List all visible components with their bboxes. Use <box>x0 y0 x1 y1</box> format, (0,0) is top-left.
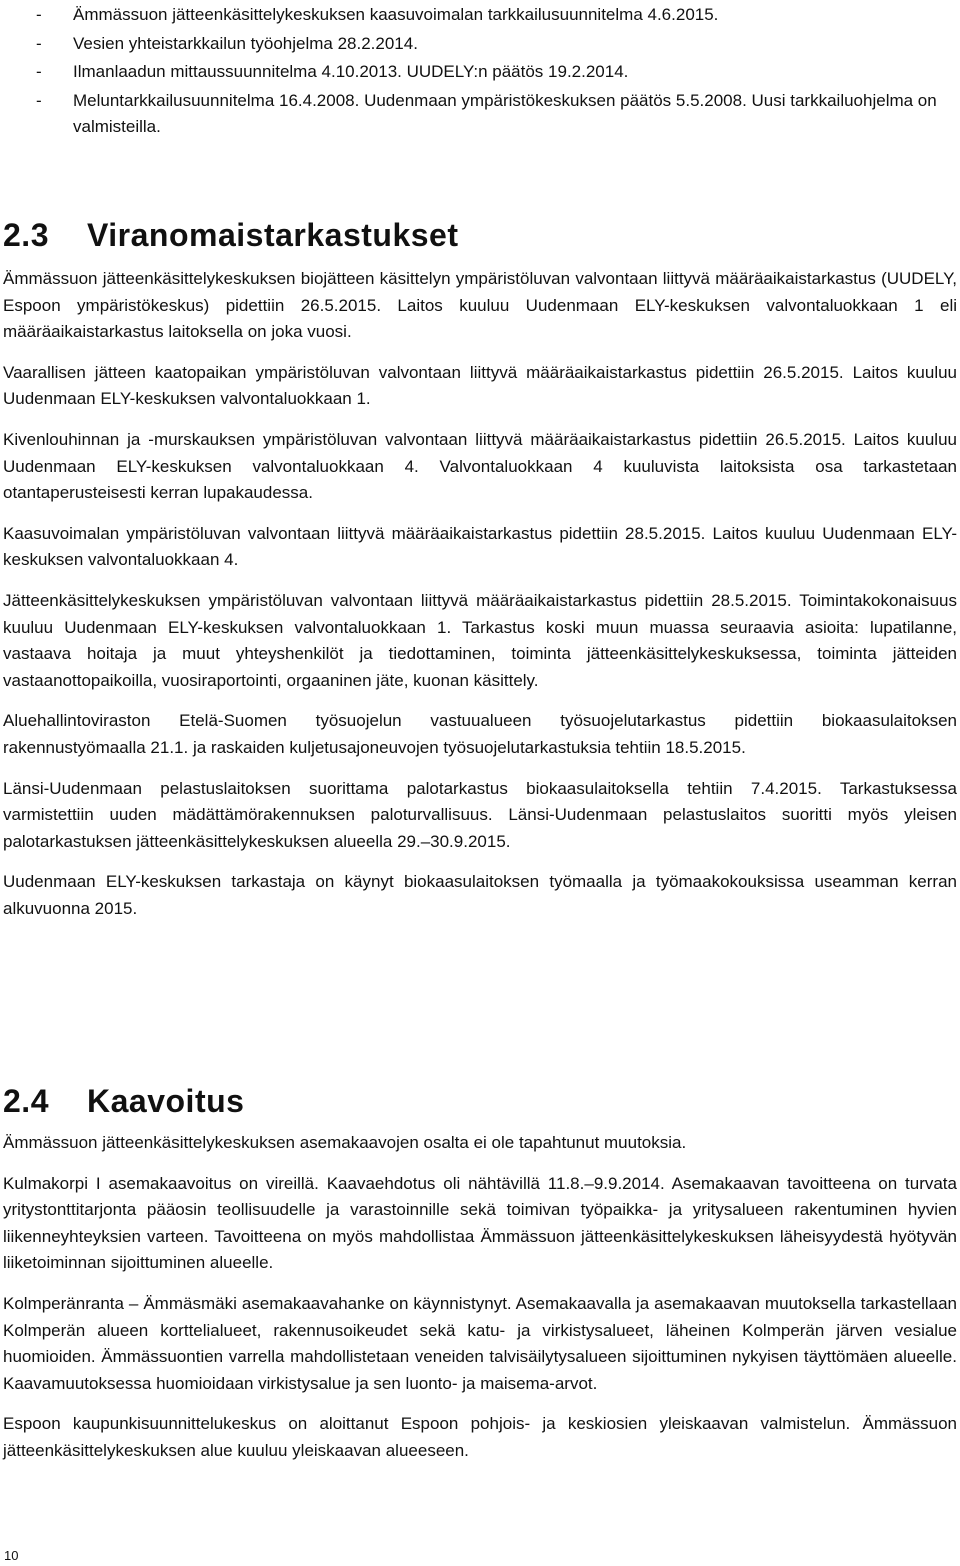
list-item <box>8 2 958 29</box>
list-marker: - <box>36 33 42 53</box>
section-heading <box>3 216 957 254</box>
paragraph: Kulmakorpi I asemakaavoitus on vireillä. Kaavaehdotus oli nähtävillä 11.8.–9.9.2014. Asemakaavan tavoitteena on turvata yritystonttitarjonta pääosin teollisuudelle ja varastoinnille sekä toimivan työpaikka- ja yritysalueen rakentuminen hyvien liikenneyhteyksien varteen. Tavoitteena on myös mahdollistaa Ämmässuon jätteenkäsittelykeskuksen läheisyydestä hyötyvän liiketoiminnan sijoittuminen alueelle. <box>3 1173 957 1273</box>
list-item-text: Ilmanlaadun mittaussuunnitelma 4.10.2013. UUDELY:n päätös 19.2.2014. <box>73 62 629 81</box>
list-marker: - <box>36 62 42 81</box>
section-inspections <box>3 216 957 936</box>
paragraph: Vaarallisen jätteen kaatopaikan ympäristöluvan valvontaan liittyvä määräaikaistarkastus pidettiin 26.5.2015. Laitos kuuluu Uudenmaan ELY-keskuksen valvontaluokkaan 1. <box>3 362 957 409</box>
section-number: 2.3 <box>3 217 49 253</box>
paragraph: Ämmässuon jätteenkäsittelykeskuksen biojätteen käsittelyn ympäristöluvan valvontaan liittyvä määräaikaistarkastus (UUDELY, Espoon ympäristökeskus) pidettiin 26.5.2015. Laitos kuuluu Uudenmaan ELY-keskuksen valvontaluokkaan 1 eli määräaikaistarkastus laitoksella on joka vuosi. <box>3 269 957 342</box>
paragraph: Kolmperänranta – Ämmäsmäki asemakaavahanke on käynnistynyt. Asemakaavalla ja asemakaavan muutoksella tarkastellaan Kolmperän alueen korttelialueet, rakennusoikeudet sekä katu- ja virkistysalueet, läheinen Kolmperän järven vesialue huomioiden. Ämmässuontien varrella mahdollistetaan veneiden talvisäilytysalueen sijoittuminen nykyisen täyttömäen alueelle. Kaavamuutoksessa huomioidaan virkistysalue ja sen luonto- ja maisema-arvot. <box>3 1293 957 1393</box>
paragraph: Länsi-Uudenmaan pelastuslaitoksen suorittama palotarkastus biokaasulaitoksella tehtiin 7.4.2015. Tarkastuksessa varmistettiin uuden mädättämörakennuksen paloturvallisuus. Länsi-Uudenmaan pelastuslaitos suoritti myös yleisen palotarkastuksen jätteenkäsittelykeskuksen alueella 29.–30.9.2015. <box>3 778 957 851</box>
list-marker: - <box>36 90 42 110</box>
page-number: 10 <box>4 1548 19 1563</box>
paragraph: Ämmässuon jätteenkäsittelykeskuksen asemakaavojen osalta ei ole tapahtunut muutoksia. <box>3 1133 687 1152</box>
section-number: 2.4 <box>3 1083 49 1119</box>
list-item <box>8 88 958 141</box>
list-item <box>8 31 958 58</box>
list-item <box>8 59 958 86</box>
section-title: Kaavoitus <box>87 1083 245 1119</box>
section-heading <box>3 1082 957 1120</box>
list-item-text: Vesien yhteistarkkailun työohjelma 28.2.2014. <box>73 33 418 53</box>
section-title: Viranomaistarkastukset <box>87 217 459 253</box>
paragraph: Kaasuvoimalan ympäristöluvan valvontaan liittyvä määräaikaistarkastus pidettiin 28.5.2015. Laitos kuuluu Uudenmaan ELY-keskuksen valvontaluokkaan 4. <box>3 523 957 570</box>
paragraph: Kivenlouhinnan ja -murskauksen ympäristöluvan valvontaan liittyvä määräaikaistarkastus pidettiin 26.5.2015. Laitos kuuluu Uudenmaan ELY-keskuksen valvontaluokkaan 4. Valvontaluokkaan 4 kuuluvista laitoksista osa tarkastetaan otantaperusteisesti kerran lupakaudessa. <box>3 429 957 503</box>
paragraph: Jätteenkäsittelykeskuksen ympäristöluvan valvontaan liittyvä määräaikaistarkastus pidettiin 28.5.2015. Toimintakokonaisuus kuuluu Uudenmaan ELY-keskuksen valvontaluokkaan 1. Tarkastus koski muun muassa seuraavia asioita: lupatilanne, vastaava hoitaja ja muut yhteyshenkilöt ja tiedottaminen, toiminta jätteenkäsittelykeskuksessa, toiminta jätteiden vastaanottopaikoilla, vuosiraportointi, orgaaninen jäte, kuonan käsittely. <box>3 590 957 690</box>
paragraph: Espoon kaupunkisuunnittelukeskus on aloittanut Espoon pohjois- ja keskiosien yleiskaavan valmistelun. Ämmässuon jätteenkäsittelykeskuksen alue kuuluu yleiskaavan alueeseen. <box>3 1414 957 1460</box>
list-item-text: Ämmässuon jätteenkäsittelykeskuksen kaasuvoimalan tarkkailusuunnitelma 4.6.2015. <box>73 5 719 24</box>
section-zoning <box>3 1082 957 1479</box>
paragraph: Uudenmaan ELY-keskuksen tarkastaja on käynyt biokaasulaitoksen työmaalla ja työmaakokouksissa useamman kerran alkuvuonna 2015. <box>3 872 957 918</box>
paragraph: Aluehallintoviraston Etelä-Suomen työsuojelun vastuualueen työsuojelutarkastus pidettiin biokaasulaitoksen rakennustyömaalla 21.1. ja raskaiden kuljetusajoneuvojen työsuojelutarkastuksia tehtiin 18.5.2015. <box>3 711 957 757</box>
list-marker: - <box>36 5 42 24</box>
list-item-text: Meluntarkkailusuunnitelma 16.4.2008. Uudenmaan ympäristökeskuksen päätös 5.5.2008. Uusi tarkkailuohjelma on valmisteilla. <box>73 90 937 136</box>
monitoring-plans-list <box>8 2 958 141</box>
